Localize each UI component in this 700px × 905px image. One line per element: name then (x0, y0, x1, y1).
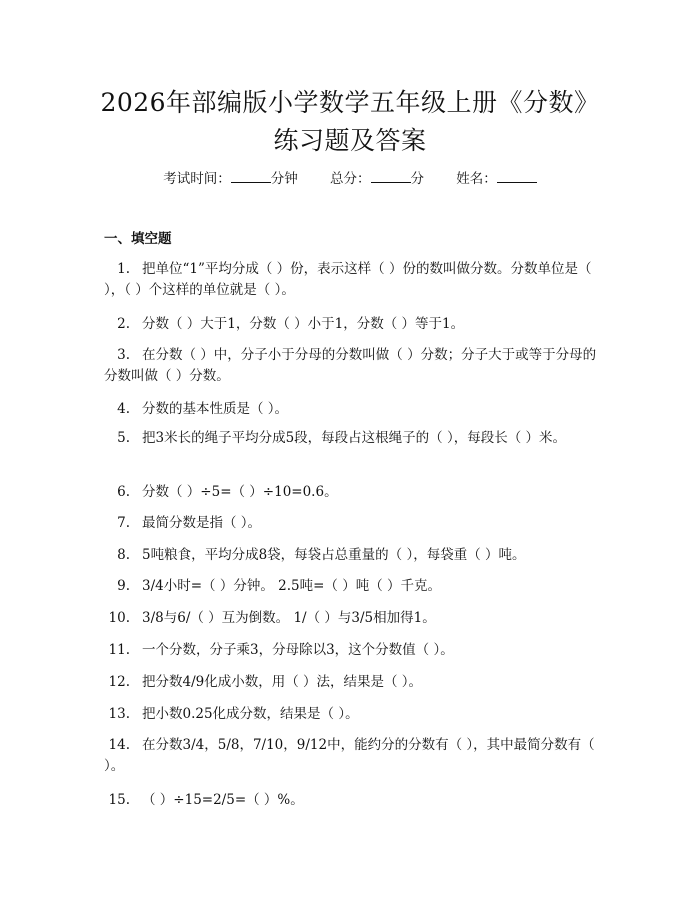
question-number: 4. (117, 401, 130, 417)
question-number: 1. (117, 261, 130, 277)
question-text: 一个分数，分子乘3，分母除以3，这个分数值（ ）。 (142, 642, 454, 658)
question-number: 7. (117, 515, 130, 531)
question-number: 5. (117, 430, 130, 446)
question-10 (104, 608, 604, 629)
question-number: 14. (108, 737, 130, 753)
total-score-unit: 分 (410, 171, 424, 187)
title-line-2: 练习题及答案 (273, 126, 427, 155)
total-score (330, 168, 424, 189)
question-3 (104, 345, 604, 387)
question-14 (104, 735, 604, 777)
exam-time (163, 168, 298, 189)
question-13 (104, 704, 604, 725)
question-number: 2. (117, 316, 130, 332)
total-score-label: 总分： (330, 171, 371, 187)
question-number: 8. (117, 547, 130, 563)
question-6 (104, 482, 604, 503)
question-text: 最简分数是指（ ）。 (142, 515, 262, 531)
exam-meta (0, 168, 700, 189)
exam-time-blank (231, 168, 271, 183)
question-11 (104, 640, 604, 661)
title-line-1: 2026年部编版小学数学五年级上册《分数》 (100, 88, 600, 117)
student-name-blank (497, 168, 537, 183)
question-2 (104, 314, 604, 335)
question-number: 13. (108, 706, 130, 722)
question-number: 12. (108, 674, 130, 690)
section-title-fill-in: 一、填空题 (104, 231, 172, 247)
student-name (456, 168, 537, 189)
question-12 (104, 672, 604, 693)
student-name-label: 姓名： (456, 171, 497, 187)
question-text: 分数（ ）÷5=（ ）÷10=0.6。 (142, 484, 338, 500)
question-4 (104, 399, 604, 420)
question-text: 在分数3/4，5/8，7/10，9/12中，能约分的分数有（ ），其中最简分数有（ ）。 (104, 737, 595, 774)
question-number: 6. (117, 484, 130, 500)
question-text: （ ）÷15=2/5=（ ）%。 (142, 792, 304, 808)
exam-time-label: 考试时间： (163, 171, 231, 187)
question-7 (104, 513, 604, 534)
question-text: 分数（ ）大于1，分数（ ）小于1，分数（ ）等于1。 (142, 316, 465, 332)
question-text: 3/4小时=（ ）分钟。 2.5吨=（ ）吨（ ）千克。 (142, 578, 441, 594)
question-text: 把小数0.25化成分数，结果是（ ）。 (142, 706, 359, 722)
question-number: 10. (108, 610, 130, 626)
document-title (0, 84, 700, 160)
question-text: 分数的基本性质是（ ）。 (142, 401, 289, 417)
question-text: 把分数4/9化成小数，用（ ）法，结果是（ ）。 (142, 674, 423, 690)
question-number: 15. (108, 792, 130, 808)
question-text: 把单位“1”平均分成（ ）份，表示这样（ ）份的数叫做分数。分数单位是（ ），（ ）个这样的单位就是（ ）。 (104, 261, 592, 298)
question-text: 5吨粮食，平均分成8袋，每袋占总重量的（ ），每袋重（ ）吨。 (142, 547, 526, 563)
question-number: 3. (117, 347, 130, 363)
question-text: 3/8与6/（ ）互为倒数。 1/（ ）与3/5相加得1。 (142, 610, 436, 626)
question-15 (104, 790, 604, 811)
exam-time-unit: 分钟 (270, 171, 298, 187)
question-text: 在分数（ ）中，分子小于分母的分数叫做（ ）分数；分子大于或等于分母的分数叫做（ ）分数。 (104, 347, 597, 384)
question-9 (104, 576, 604, 597)
question-number: 11. (108, 642, 130, 658)
question-5 (104, 428, 604, 449)
total-score-blank (371, 168, 411, 183)
question-text: 把3米长的绳子平均分成5段，每段占这根绳子的（ ），每段长（ ）米。 (142, 430, 567, 446)
question-8 (104, 545, 604, 566)
question-number: 9. (117, 578, 130, 594)
question-1 (104, 259, 604, 301)
